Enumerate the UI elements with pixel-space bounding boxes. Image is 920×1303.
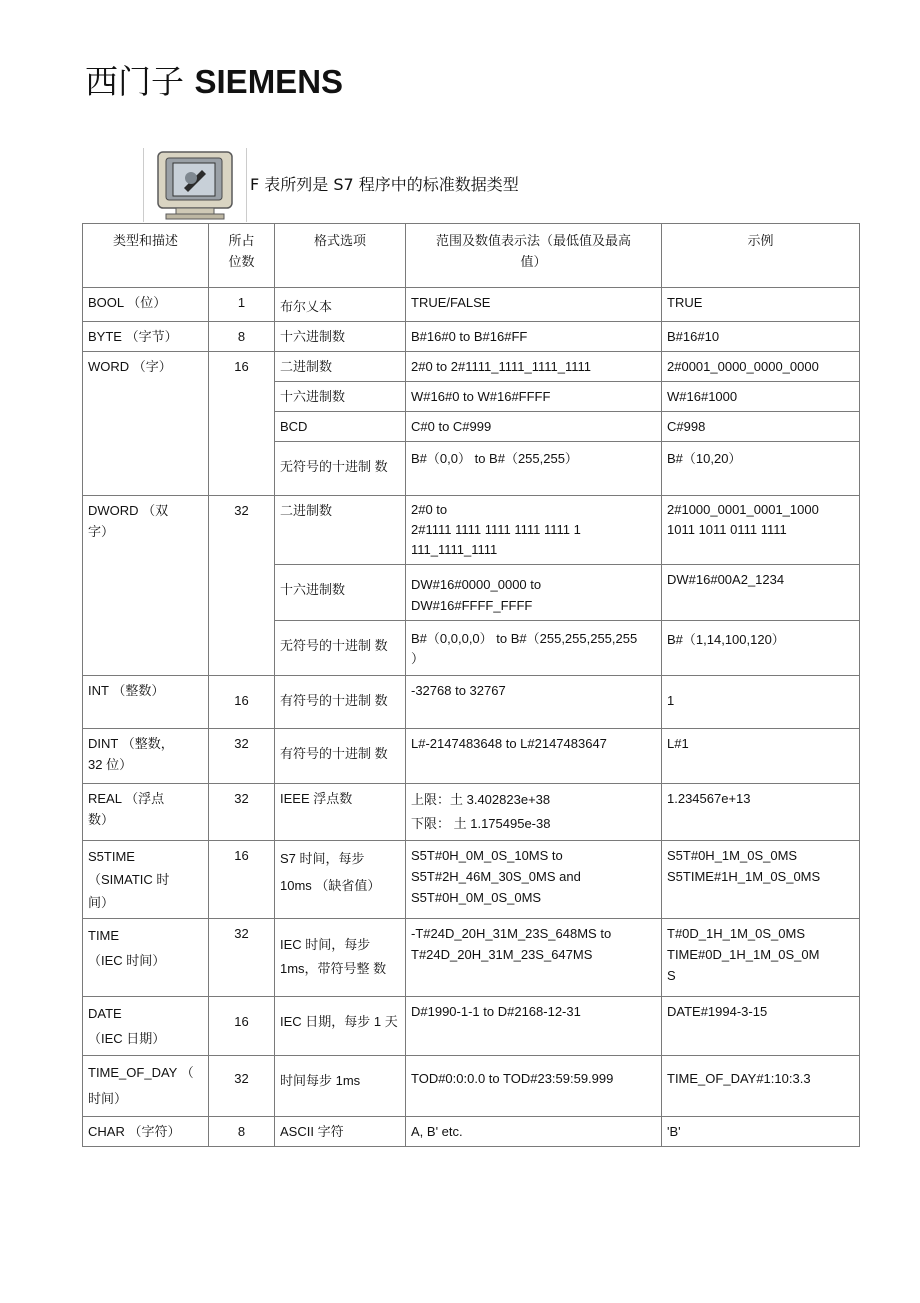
bits-cell: 32 [209,729,275,784]
monitor-icon [143,148,247,222]
table-row [83,1056,860,1117]
format-cell: 无符号的十进制 数 [275,442,406,496]
example-cell: B#（10,20） [662,442,860,496]
example-cell: 1 [662,676,860,729]
format-cell: 十六进制数 [275,565,406,621]
header-bits: 所占 位数 [209,224,275,288]
range-cell: TOD#0:0:0.0 to TOD#23:59:59.999 [406,1056,662,1117]
bits-cell: 16 [209,997,275,1056]
format-cell: 时间每步 1ms [275,1056,406,1117]
type-cell: DWORD （双 字） [83,496,209,676]
range-cell: A, B' etc. [406,1117,662,1147]
page-title-cn: 西门子 [85,62,184,101]
example-cell: L#1 [662,729,860,784]
range-cell: D#1990-1-1 to D#2168-12-31 [406,997,662,1056]
header-format: 格式选项 [275,224,406,288]
type-cell: REAL （浮点 数） [83,784,209,841]
type-cell: BYTE （字节） [83,322,209,352]
header-range: 范围及数值表示法（最低值及最高 值） [406,224,662,288]
type-cell: DATE （IEC 日期） [83,997,209,1056]
range-cell: DW#16#0000_0000 to DW#16#FFFF_FFFF [406,565,662,621]
type-cell: WORD （字） [83,352,209,496]
range-cell: 2#0 to 2#1111 1111 1111 1111 1111 1 111_1111_1111 [406,496,662,565]
example-cell: 2#1000_0001_0001_1000 1011 1011 0111 1111 [662,496,860,565]
table-row [83,997,860,1056]
table-row [83,919,860,997]
type-cell: BOOL （位） [83,288,209,322]
format-cell: 二进制数 [275,496,406,565]
example-cell: TIME_OF_DAY#1:10:3.3 [662,1056,860,1117]
type-cell: DINT （整数， 32 位） [83,729,209,784]
example-cell: 'B' [662,1117,860,1147]
format-cell: BCD [275,412,406,442]
format-cell: IEC 日期，每步 1 天 [275,997,406,1056]
example-cell: DW#16#00A2_1234 [662,565,860,621]
type-cell: TIME_OF_DAY （ 时间） [83,1056,209,1117]
bits-cell: 16 [209,352,275,496]
type-cell: INT （整数） [83,676,209,729]
format-cell: 十六进制数 [275,322,406,352]
range-cell: B#（0,0,0,0） to B#（255,255,255,255 ） [406,621,662,676]
caption: F 表所列是 S7 程序中的标准数据类型 [250,175,519,194]
range-cell: 2#0 to 2#1111_1111_1111_1111 [406,352,662,382]
range-cell: -32768 to 32767 [406,676,662,729]
example-cell: TRUE [662,288,860,322]
bits-cell: 16 [209,841,275,919]
page-title-en: SIEMENS [194,63,344,100]
table-row [83,496,860,565]
bits-cell: 32 [209,1056,275,1117]
range-cell: S5T#0H_0M_0S_10MS to S5T#2H_46M_30S_0MS and S5T#0H_0M_0S_0MS [406,841,662,919]
range-cell: 上限：土 3.402823e+38 下限： 土 1.175495e-38 [406,784,662,841]
table-row [83,322,860,352]
format-cell: IEEE 浮点数 [275,784,406,841]
bits-cell: 16 [209,676,275,729]
format-cell: IEC 时间，每步 1ms，带符号整 数 [275,919,406,997]
bits-cell: 8 [209,1117,275,1147]
table-row [83,784,860,841]
bits-cell: 8 [209,322,275,352]
format-cell: 无符号的十进制 数 [275,621,406,676]
table-row [83,1117,860,1147]
page-title [85,56,343,103]
range-cell: C#0 to C#999 [406,412,662,442]
range-cell: B#16#0 to B#16#FF [406,322,662,352]
type-cell: S5TIME （SIMATIC 时 间） [83,841,209,919]
table-row [83,288,860,322]
bits-cell: 1 [209,288,275,322]
table-row [83,676,860,729]
format-cell: 十六进制数 [275,382,406,412]
table-row [83,841,860,919]
example-cell: S5T#0H_1M_0S_0MS S5TIME#1H_1M_0S_0MS [662,841,860,919]
format-cell: 二进制数 [275,352,406,382]
header-type: 类型和描述 [83,224,209,288]
range-cell: L#-2147483648 to L#2147483647 [406,729,662,784]
bits-cell: 32 [209,919,275,997]
bits-cell: 32 [209,784,275,841]
table-header-row [83,224,860,288]
format-cell: S7 时间，每步 10ms （缺省值） [275,841,406,919]
bits-cell: 32 [209,496,275,676]
table-row [83,729,860,784]
example-cell: 2#0001_0000_0000_0000 [662,352,860,382]
example-cell: B#（1,14,100,120） [662,621,860,676]
example-cell: T#0D_1H_1M_0S_0MS TIME#0D_1H_1M_0S_0M S [662,919,860,997]
example-cell: B#16#10 [662,322,860,352]
example-cell: C#998 [662,412,860,442]
example-cell: DATE#1994-3-15 [662,997,860,1056]
example-cell: W#16#1000 [662,382,860,412]
range-cell: B#（0,0） to B#（255,255） [406,442,662,496]
format-cell: ASCII 字符 [275,1117,406,1147]
type-cell: CHAR （字符） [83,1117,209,1147]
example-cell: 1.234567e+13 [662,784,860,841]
range-cell: -T#24D_20H_31M_23S_648MS to T#24D_20H_31M_23S_647MS [406,919,662,997]
format-cell: 有符号的十进制 数 [275,676,406,729]
format-cell: 布尔乂本 [275,288,406,322]
range-cell: W#16#0 to W#16#FFFF [406,382,662,412]
type-cell: TIME （IEC 时间） [83,919,209,997]
data-type-table [82,223,860,1147]
table-row [83,352,860,382]
range-cell: TRUE/FALSE [406,288,662,322]
header-example: 示例 [662,224,860,288]
format-cell: 有符号的十进制 数 [275,729,406,784]
